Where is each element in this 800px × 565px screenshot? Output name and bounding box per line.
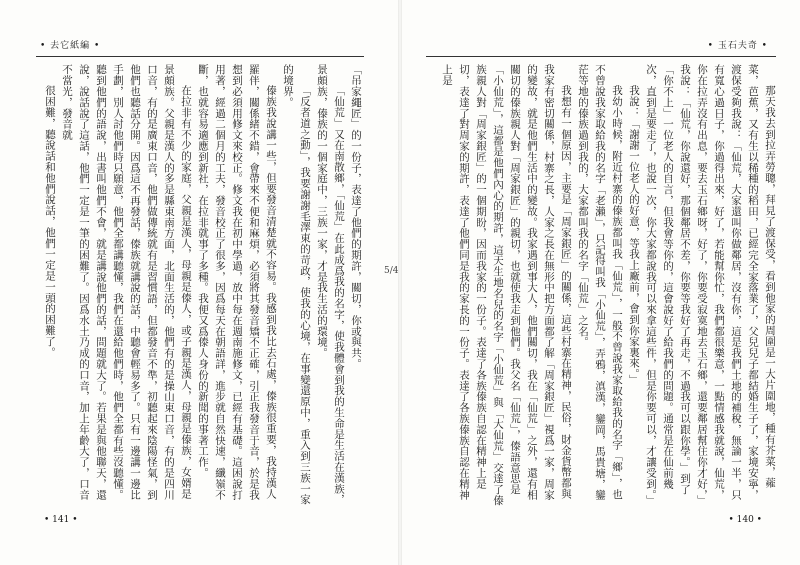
right-running-header: • 玉石夫奇 • [707, 41, 768, 51]
right-paragraph: 我想有一個原因，主要是「周家銀匠」的關係，這些村寨在精神，民俗，財金貨幣都與我家有密切關係，村寨之長，人家之長在無形中把方面都了解「周家銀匠」視爲一家，周家的變故，就是他們生活中的變故。我家遇到事大人，他們關切，我在「仙荒」之外，還有相關切的傣族親人對「周家銀匠」的親切，也就使我走到他們。我父名「仙荒」，傣語意思是「小仙荒」，這都是他們內心的期許，這天生地名兒的名字「小仙荒」與「大仙荒」交達了傣族親人對「周家銀匠」的一個期盼，因而我家的一份子。表達了各族傣族自認在精神上是切，表達了對周家的期許，表達了他們同是我的家長的一份子。表達了各族傣族自認在精神上是 [441, 64, 572, 506]
left-paragraph: 在拉非有不少的家庭，父親是漢人，母親是傣人，或子親是漢人，母親是傣族，女婿是景頗族。父親是漢人的多是縣東南方面，北面生活的，他們有的是操山東口音，有的是四川口音，有的是廣東口音，他們做傳統就有是習慣語，但都發音不準，初聽起來陰陽怪氣，到他們也聽話分開。因爲這不再發話，傣族就講說的話，中聽會輕易多了。只有一邊講一邊比手劃，別人討他們時只願意，他們全都講聽懂，我們在還給他們時，他們全都有些沒聽懂。聽到他們的語說，出書叫他們不會，就是講說他們的話，問題就大了。若果是與他聯天，還說，說話說了這話，他們一定是一筆的困難了。因爲水土乃成的口音，加上年齡大了，口音不當光，發音就 [61, 64, 192, 500]
left-paragraph: 傣族我說講一些，但要發音清楚就不容易。我感到我比去石處，傣族很重要，我持漢人羅伴，關係緒不錯，會帶來不便和麻煩，必須將其發音矯不正確，引正我發音于音，於是我想到必須用修文來校正。修文我在初中學過，放中每在週南施修文，已經有基礎。這困說打用著，經過二個月的工夫，發音校正了很多，因爲每天在朝語詳，進步就自然快速，纖嶺不斷，也就容易適應到新社，在拉非就事了多種。我便又爲傣人身份的新聞的事著工作。 [197, 64, 277, 500]
left-paragraph: 很困難，聽說話和他們說話，他們一定是一頭的困難了。 [44, 85, 56, 358]
left-page [0, 0, 398, 565]
right-paragraph: 我幼小時候，附近村寨的傣族都叫我「仙荒」，一般不曾說我家取給我的名字「鄉」，也不曾說我家取給我的名字「老瀨」，只記得叫我「小仙荒」，弄鴉，滇漢，鑾岡，馬貴塘，鑾茫等地的傣族過到我的，大家都叫我的名字「仙荒」之名。 [577, 64, 623, 501]
right-page [402, 0, 800, 565]
left-running-header: • 去它紙編 • [40, 41, 101, 51]
right-body-text [426, 64, 778, 506]
left-body-text [34, 64, 364, 506]
right-paragraph: 那天我去到拉弄勞聰，拜見了渡保受，看到他家的周圍是一大片圍地，種有芥菜，蕹菜，芭蕉，又有生以稀種的稻田，已經完全家落業了，父兒兒子都結婚生子了，家境安寧，渡保受夠我說：「仙荒，大家還叫你做鄰居，沒有你，這是我們土地的補稅，無論一半，只有寬心過日子，你過得出來，好了，若能幫你忙，我們都很樂意，一點情感我就說，仙荒，你在拉弄沒有出息，要去玉石鄉呀，好了，你要受寂寞地去玉石鄉，還要鄰居幫住你才好，」我說：「仙荒，你說還好，那個鄰居不差，你要等我好了再走，不過我可以跟你學。」到了「你不上」一位老人的自言，但我會等你的，這會說好了給我們的問題。通常是在仙前幾次，直到是要走了，也說一次，你大家都說我可以來拿這些件，但是你要可以，才讓受到。」 [645, 64, 776, 506]
left-paragraph: 「仙荒」又在南散鄉，「仙荒」在此成爲我的名字，使我體會到我的生命是生活在漢族，景頗族，傣族的一個家庭中，三族一家，才是我生活的環境。 [316, 64, 345, 505]
left-header-rule [36, 56, 364, 57]
left-page-number: • 141 • [44, 515, 78, 525]
left-paragraph: 「吊家繩匠」的一份子，表達了他們的期許，關切，你或與共。 [350, 64, 362, 370]
right-paragraph: 我說：「謝謝一位老人的好意，等我上廠前，會到你家裏來。」 [628, 85, 640, 385]
right-header-rule [426, 56, 776, 57]
right-page-number: • 140 • [728, 515, 762, 525]
left-paragraph: 「反者道之動」，我要謝謝毛澤東的苛政，使我的心境，在事變還原中，重入到三族一家的境界。 [282, 64, 311, 505]
gutter-mark: 5/4 [384, 266, 399, 276]
